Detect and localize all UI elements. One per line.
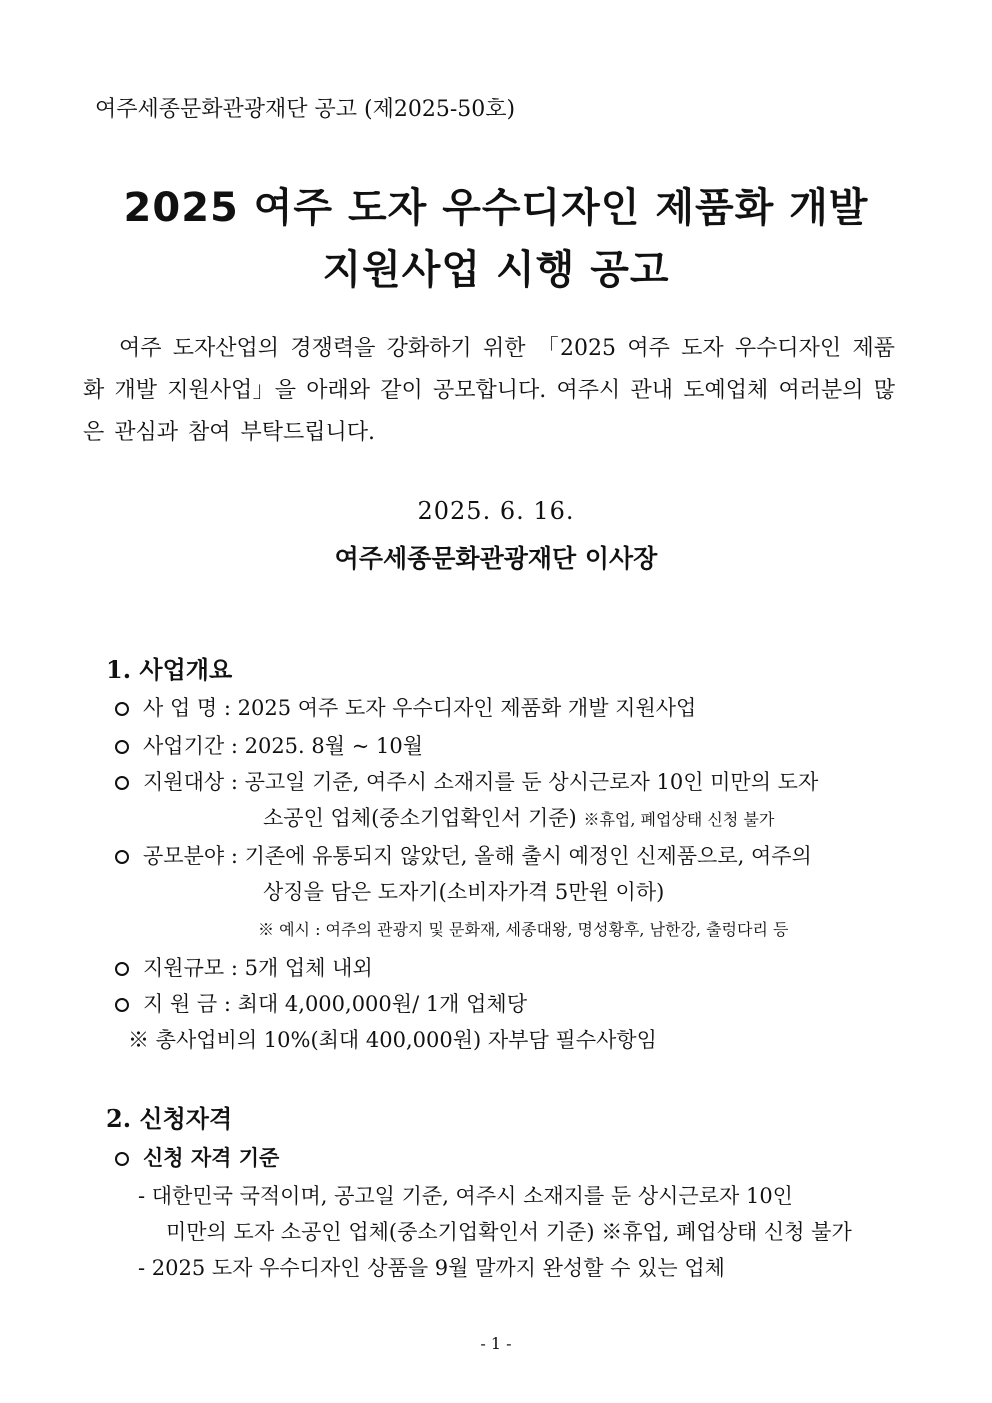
item-label: 사 업 명 :: [143, 696, 231, 720]
list-item: [115, 988, 527, 1018]
list-item: - 2025 도자 우수디자인 상품을 9월 말까지 완성할 수 있는 업체: [138, 1256, 725, 1280]
list-item: [115, 692, 696, 722]
item-note: ※휴업, 폐업상태 신청 불가: [583, 810, 775, 829]
item-label: 공모분야 :: [143, 844, 238, 868]
circle-bullet-icon: [115, 962, 129, 976]
item-label: 지 원 금 :: [143, 992, 231, 1016]
list-item: - 대한민국 국적이며, 공고일 기준, 여주시 소재지를 둔 상시근로자 10인: [138, 1184, 793, 1208]
list-item-continuation: 미만의 도자 소공인 업체(중소기업확인서 기준) ※휴업, 폐업상태 신청 불가: [166, 1220, 852, 1244]
item-value: 2025. 8월 ~ 10월: [244, 734, 423, 758]
footnote: ※ 총사업비의 10%(최대 400,000원) 자부담 필수사항임: [128, 1028, 657, 1052]
list-item: [115, 840, 812, 870]
item-value: 기존에 유통되지 않았던, 올해 출시 예정인 신제품으로, 여주의: [244, 844, 812, 868]
list-item: [115, 766, 818, 796]
title-line-2: 지원사업 시행 공고: [322, 247, 670, 293]
intro-paragraph: 여주 도자산업의 경쟁력을 강화하기 위한 「2025 여주 도자 우수디자인 제품화 개발 지원사업」을 아래와 같이 공모합니다. 여주시 관내 도예업체 여러분의 많은 관심과 참여 부탁드립니다.: [83, 336, 895, 445]
sub-heading: [115, 1142, 279, 1172]
item-label: 지원대상 :: [143, 770, 238, 794]
circle-bullet-icon: [115, 776, 129, 790]
list-item-continuation: [263, 802, 774, 832]
section-2-heading: 2. 신청자격: [106, 1104, 233, 1133]
list-item: [115, 952, 373, 982]
item-value: 5개 업체 내외: [244, 956, 373, 980]
item-label: 지원규모 :: [143, 956, 238, 980]
circle-bullet-icon: [115, 1152, 129, 1166]
item-value: 2025 여주 도자 우수디자인 제품화 개발 지원사업: [237, 696, 697, 720]
item-value-cont: 소공인 업체(중소기업확인서 기준): [263, 806, 577, 830]
item-value: 공고일 기준, 여주시 소재지를 둔 상시근로자 10인 미만의 도자: [244, 770, 819, 794]
circle-bullet-icon: [115, 702, 129, 716]
list-item: [115, 730, 423, 760]
page-number: - 1 -: [480, 1334, 512, 1353]
circle-bullet-icon: [115, 740, 129, 754]
item-note: ※ 예시 : 여주의 관광지 및 문화재, 세종대왕, 명성황후, 남한강, 출렁다리 등: [258, 920, 789, 939]
title-line-1: 2025 여주 도자 우수디자인 제품화 개발: [123, 185, 869, 231]
item-value-cont: 상징을 담은 도자기(소비자가격 5만원 이하): [263, 880, 665, 904]
notice-date: 2025. 6. 16.: [417, 497, 575, 525]
item-label: 사업기간 :: [143, 734, 238, 758]
circle-bullet-icon: [115, 850, 129, 864]
item-value: 최대 4,000,000원/ 1개 업체당: [237, 992, 527, 1016]
issuer: 여주세종문화관광재단 이사장: [334, 544, 658, 573]
notice-number: 여주세종문화관광재단 공고 (제2025-50호): [95, 97, 516, 122]
section-1-heading: 1. 사업개요: [106, 655, 233, 684]
circle-bullet-icon: [115, 998, 129, 1012]
sub-heading-label: 신청 자격 기준: [143, 1145, 280, 1170]
